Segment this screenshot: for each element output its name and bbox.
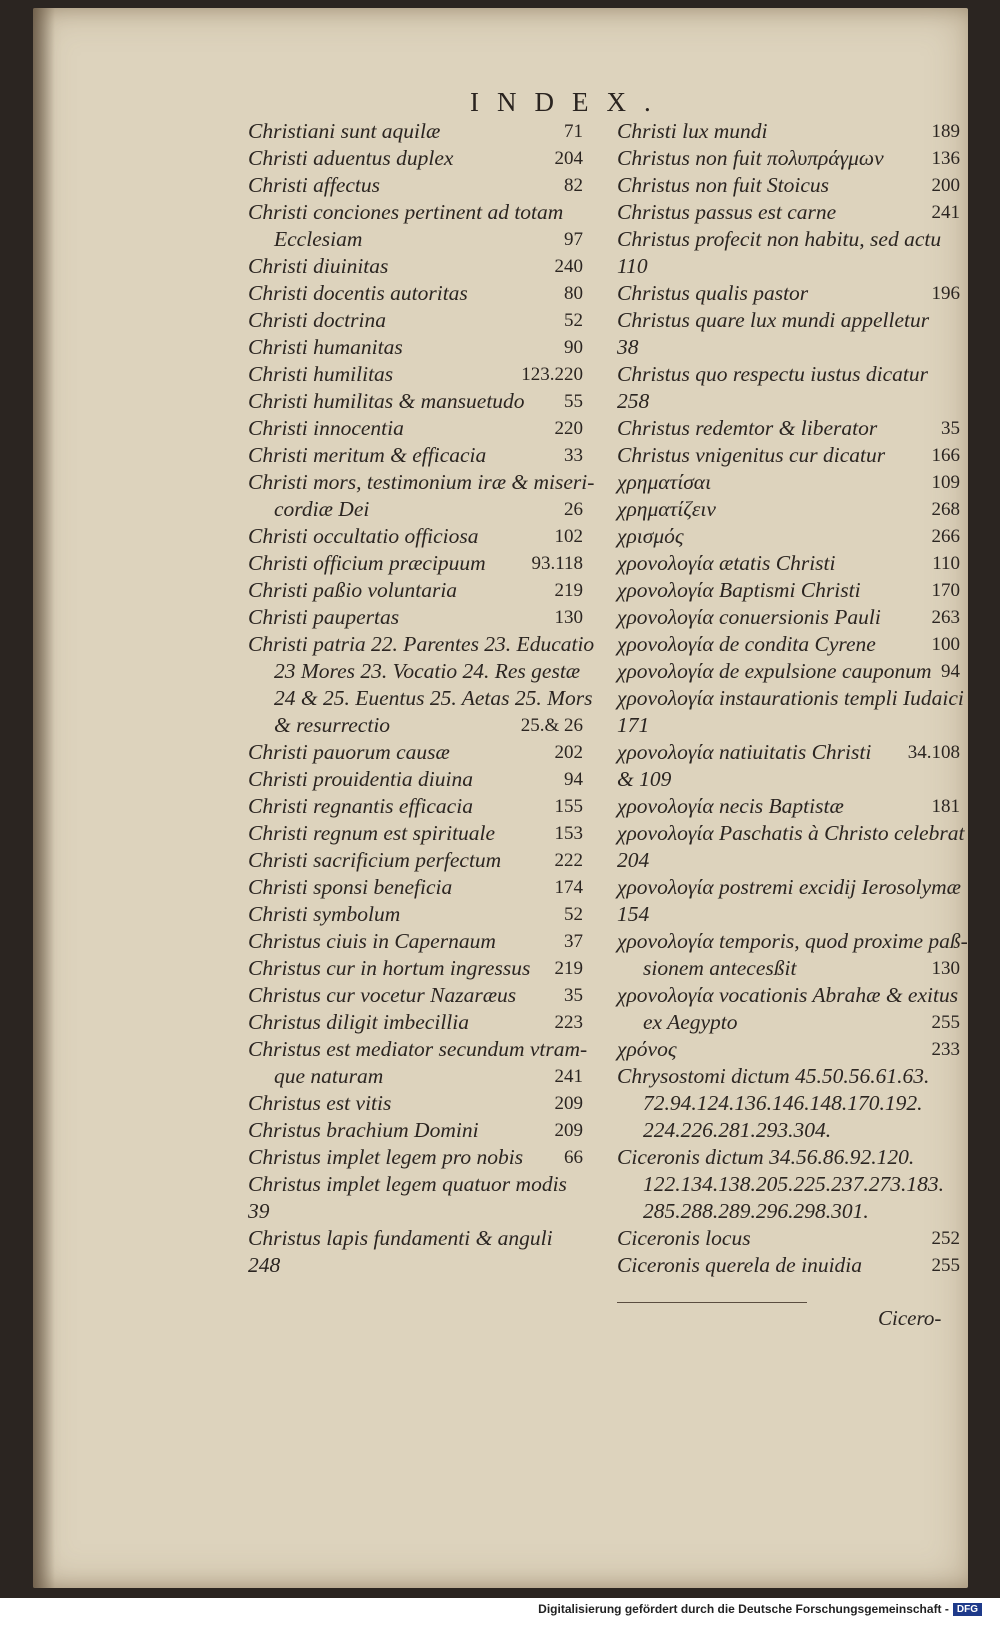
entry-page-ref: [954, 766, 960, 793]
entry-text: Christi paßio voluntaria: [248, 578, 458, 602]
entry-text: 248: [248, 1253, 281, 1277]
index-entry: [248, 1144, 583, 1171]
entry-text: 122.134.138.205.225.237.273.183.: [643, 1172, 944, 1196]
entry-text: Christi affectus: [248, 173, 380, 197]
entry-page-ref: 55: [564, 391, 583, 412]
entry-text: Ciceronis dictum 34.56.86.92.120.: [617, 1145, 915, 1169]
entry-text: χρονολογία Paschatis à Christo celebrat: [617, 821, 965, 845]
entry-text: 110: [617, 254, 648, 278]
entry-text: χρηματίσαι: [617, 470, 712, 494]
entry-page-ref: 153: [554, 823, 583, 844]
index-entry: [617, 334, 960, 361]
index-entry: [248, 739, 583, 766]
entry-text: Christus implet legem pro nobis: [248, 1145, 524, 1169]
entry-page-ref: 181: [931, 796, 960, 817]
entry-page-ref: [954, 1090, 960, 1117]
entry-text: χρονολογία conuersionis Pauli: [617, 605, 881, 629]
entry-page-ref: [954, 334, 960, 361]
entry-page-ref: 130: [931, 958, 960, 979]
entry-page-ref: 166: [931, 445, 960, 466]
index-entry: [248, 1171, 583, 1198]
entry-page-ref: 123.220: [521, 364, 583, 385]
index-entry: [617, 1009, 960, 1036]
entry-text: χρονολογία postremi excidij Ierosolymæ: [617, 875, 962, 899]
entry-text: Christus passus est carne: [617, 200, 837, 224]
index-entry: [248, 1252, 583, 1279]
entry-page-ref: [954, 1171, 960, 1198]
entry-text: Christi humanitas: [248, 335, 403, 359]
entry-page-ref: 252: [931, 1228, 960, 1249]
entry-page-ref: [961, 874, 967, 901]
index-entry: [617, 550, 960, 577]
index-entry: [248, 1009, 583, 1036]
entry-text: Christi patria 22. Parentes 23. Educatio: [248, 632, 595, 656]
entry-text: Christus ciuis in Capernaum: [248, 929, 496, 953]
entry-page-ref: 200: [931, 175, 960, 196]
entry-page-ref: 109: [931, 472, 960, 493]
entry-page-ref: [577, 1171, 583, 1198]
entry-text: Christi docentis autoritas: [248, 281, 468, 305]
index-entry: [617, 199, 960, 226]
entry-page-ref: 189: [931, 121, 960, 142]
index-entry: [617, 631, 960, 658]
entry-text: χρόνος: [617, 1037, 677, 1061]
entry-page-ref: 52: [564, 310, 583, 331]
entry-page-ref: 66: [564, 1147, 583, 1168]
entry-page-ref: 266: [931, 526, 960, 547]
index-entry: [617, 847, 960, 874]
entry-page-ref: 94: [564, 769, 583, 790]
index-entry: [248, 361, 583, 388]
entry-page-ref: [954, 361, 960, 388]
index-column-right: [617, 118, 968, 1279]
index-entry: [248, 550, 583, 577]
entry-page-ref: [587, 1036, 593, 1063]
entry-page-ref: 136: [931, 148, 960, 169]
entry-page-ref: 196: [931, 283, 960, 304]
entry-page-ref: [954, 226, 960, 253]
index-entry: [248, 388, 583, 415]
entry-text: 154: [617, 902, 650, 926]
entry-page-ref: 26: [564, 499, 583, 520]
entry-text: Christi pauorum causæ: [248, 740, 450, 764]
entry-text: χρονολογία vocationis Abrahæ & exitus: [617, 983, 959, 1007]
entry-text: Christus implet legem quatuor modis: [248, 1172, 567, 1196]
entry-text: cordiæ Dei: [274, 497, 370, 521]
index-entry: [617, 685, 964, 712]
entry-page-ref: 71: [564, 121, 583, 142]
entry-text: 24 & 25. Euentus 25. Aetas 25. Mors: [274, 686, 593, 710]
entry-text: Ecclesiam: [274, 227, 363, 251]
entry-page-ref: 34.108: [907, 742, 960, 763]
entry-text: Christus quare lux mundi appelletur: [617, 308, 930, 332]
entry-page-ref: [954, 388, 960, 415]
entry-text: χρονολογία de condita Cyrene: [617, 632, 876, 656]
entry-text: Christi lux mundi: [617, 119, 768, 143]
entry-text: Christi sacrificium perfectum: [248, 848, 502, 872]
index-entry: [248, 928, 583, 955]
index-entry: [617, 145, 960, 172]
entry-text: Christi doctrina: [248, 308, 386, 332]
entry-page-ref: 93.118: [531, 553, 583, 574]
index-entry: [617, 388, 960, 415]
index-entry: [248, 658, 583, 685]
index-entry: [617, 280, 960, 307]
index-entry: [248, 469, 595, 496]
entry-text: Christi symbolum: [248, 902, 401, 926]
entry-text: Christus non fuit Stoicus: [617, 173, 830, 197]
index-entry: [248, 1198, 583, 1225]
index-entry: [248, 685, 593, 712]
entry-page-ref: [954, 712, 960, 739]
index-entry: [248, 874, 583, 901]
index-entry: [617, 982, 960, 1009]
entry-page-ref: 240: [554, 256, 583, 277]
index-entry: [248, 334, 583, 361]
entry-text: Christus est mediator secundum vtram-: [248, 1037, 588, 1061]
index-entry: [248, 145, 583, 172]
entry-text: Christus cur in hortum ingressus: [248, 956, 531, 980]
entry-text: Christi humilitas: [248, 362, 394, 386]
entry-page-ref: [964, 685, 970, 712]
entry-text: Christi innocentia: [248, 416, 404, 440]
entry-text: Christiani sunt aquilæ: [248, 119, 441, 143]
entry-page-ref: [954, 1198, 960, 1225]
index-entry: [617, 469, 960, 496]
index-entry: [617, 1144, 960, 1171]
entry-text: χρονολογία de expulsione cauponum: [617, 659, 932, 683]
entry-page-ref: 268: [931, 499, 960, 520]
entry-text: 171: [617, 713, 650, 737]
entry-page-ref: [577, 1252, 583, 1279]
entry-page-ref: [954, 901, 960, 928]
index-entry: [617, 523, 960, 550]
entry-page-ref: 155: [554, 796, 583, 817]
index-entry: [248, 496, 583, 523]
entry-text: 285.288.289.296.298.301.: [643, 1199, 869, 1223]
entry-text: χρηματίζειν: [617, 497, 716, 521]
index-entry: [248, 793, 583, 820]
entry-page-ref: [954, 1117, 960, 1144]
entry-page-ref: 90: [564, 337, 583, 358]
entry-text: Christus non fuit πολυπράγμων: [617, 146, 884, 170]
index-entry: [617, 955, 960, 982]
entry-page-ref: 233: [931, 1039, 960, 1060]
index-entry: [248, 1090, 583, 1117]
entry-text: Christus diligit imbecillia: [248, 1010, 469, 1034]
entry-text: Christi prouidentia diuina: [248, 767, 473, 791]
entry-page-ref: [594, 469, 600, 496]
entry-text: Christus quo respectu iustus dicatur: [617, 362, 928, 386]
entry-page-ref: 255: [931, 1255, 960, 1276]
entry-text: ex Aegypto: [643, 1010, 738, 1034]
entry-page-ref: 82: [564, 175, 583, 196]
index-entry: [248, 172, 583, 199]
index-entry: [617, 901, 960, 928]
entry-text: Christi diuinitas: [248, 254, 389, 278]
index-entry: [617, 172, 960, 199]
index-entry: [248, 1225, 583, 1252]
entry-page-ref: 130: [554, 607, 583, 628]
index-entry: [617, 307, 960, 334]
entry-text: 39: [248, 1199, 270, 1223]
entry-page-ref: [958, 982, 964, 1009]
entry-page-ref: [577, 1225, 583, 1252]
entry-page-ref: 37: [564, 931, 583, 952]
entry-page-ref: 220: [554, 418, 583, 439]
entry-text: 23 Mores 23. Vocatio 24. Res gestæ: [274, 659, 581, 683]
entry-page-ref: [964, 820, 970, 847]
entry-text: Ciceronis locus: [617, 1226, 751, 1250]
entry-page-ref: 102: [554, 526, 583, 547]
index-entry: [617, 604, 960, 631]
index-entry: [617, 1225, 960, 1252]
entry-text: Chrysostomi dictum 45.50.56.61.63.: [617, 1064, 930, 1088]
bottom-rule: [617, 1302, 807, 1303]
page-gutter-shadow: [33, 8, 55, 1588]
index-entry: [617, 226, 960, 253]
page-header: INDEX.: [470, 87, 669, 117]
index-entry: [617, 793, 960, 820]
entry-text: Christus cur vocetur Nazaræus: [248, 983, 517, 1007]
entry-text: Christi regnantis efficacia: [248, 794, 473, 818]
entry-text: Christi occultatio officiosa: [248, 524, 479, 548]
index-entry: [248, 199, 583, 226]
index-entry: [617, 766, 960, 793]
entry-page-ref: 209: [554, 1120, 583, 1141]
index-entry: [617, 1036, 960, 1063]
entry-page-ref: 219: [554, 958, 583, 979]
entry-text: Christus lapis fundamenti & anguli: [248, 1226, 553, 1250]
entry-text: & 109: [617, 767, 672, 791]
entry-page-ref: 222: [554, 850, 583, 871]
entry-page-ref: 255: [931, 1012, 960, 1033]
entry-page-ref: [968, 928, 974, 955]
index-entry: [248, 442, 583, 469]
index-entry: [248, 631, 595, 658]
index-entry: [248, 577, 583, 604]
entry-page-ref: 204: [554, 148, 583, 169]
catchword: Cicero-: [878, 1306, 942, 1330]
entry-page-ref: 241: [931, 202, 960, 223]
index-entry: [248, 901, 583, 928]
entry-text: Christi humilitas & mansuetudo: [248, 389, 525, 413]
entry-text: χρονολογία natiuitatis Christi: [617, 740, 872, 764]
index-entry: [248, 766, 583, 793]
index-entry: [617, 1090, 960, 1117]
entry-text: χρονολογία ætatis Christi: [617, 551, 836, 575]
index-entry: [248, 955, 583, 982]
entry-page-ref: 202: [554, 742, 583, 763]
index-entry: [248, 307, 583, 334]
entry-page-ref: 241: [554, 1066, 583, 1087]
entry-text: χρονολογία necis Baptistæ: [617, 794, 844, 818]
dfg-logo: DFG: [953, 1603, 982, 1616]
index-entry: [617, 928, 968, 955]
entry-page-ref: [580, 658, 586, 685]
entry-text: Christi officium præcipuum: [248, 551, 486, 575]
entry-text: Christus profecit non habitu, sed actu: [617, 227, 942, 251]
index-entry: [617, 1198, 960, 1225]
entry-page-ref: 170: [931, 580, 960, 601]
index-entry: [617, 820, 965, 847]
index-entry: [248, 523, 583, 550]
digitization-footer: [538, 1602, 982, 1616]
entry-text: Christus brachium Domini: [248, 1118, 479, 1142]
entry-text: 224.226.281.293.304.: [643, 1118, 832, 1142]
entry-text: Ciceronis querela de inuidia: [617, 1253, 863, 1277]
entry-text: sionem antecesßit: [643, 956, 797, 980]
entry-page-ref: 219: [554, 580, 583, 601]
footer-text: Digitalisierung gefördert durch die Deutsche Forschungsgemeinschaft -: [538, 1602, 949, 1616]
index-entry: [617, 577, 960, 604]
entry-page-ref: [954, 847, 960, 874]
index-entry: [248, 604, 583, 631]
entry-text: que naturam: [274, 1064, 384, 1088]
entry-page-ref: 80: [564, 283, 583, 304]
entry-page-ref: 94: [941, 661, 960, 682]
entry-page-ref: 110: [932, 553, 960, 574]
entry-text: Christi aduentus duplex: [248, 146, 454, 170]
index-entry: [617, 496, 960, 523]
entry-text: Christi paupertas: [248, 605, 400, 629]
entry-page-ref: 35: [941, 418, 960, 439]
entry-page-ref: 25.& 26: [520, 715, 583, 736]
index-entry: [617, 1117, 960, 1144]
entry-page-ref: 209: [554, 1093, 583, 1114]
entry-text: χρισμός: [617, 524, 684, 548]
index-entry: [617, 1063, 960, 1090]
index-entry: [617, 442, 960, 469]
entry-page-ref: [577, 1198, 583, 1225]
entry-text: 204: [617, 848, 650, 872]
entry-text: Christus est vitis: [248, 1091, 392, 1115]
entry-page-ref: 174: [554, 877, 583, 898]
entry-page-ref: [954, 253, 960, 280]
entry-text: 38: [617, 335, 639, 359]
entry-page-ref: 97: [564, 229, 583, 250]
index-entry: [617, 739, 960, 766]
entry-page-ref: 263: [931, 607, 960, 628]
entry-text: Christi sponsi beneficia: [248, 875, 453, 899]
index-entry: [248, 1063, 583, 1090]
index-entry: [248, 253, 583, 280]
index-entry: [248, 712, 583, 739]
index-entry: [617, 118, 960, 145]
entry-page-ref: [577, 199, 583, 226]
entry-page-ref: 33: [564, 445, 583, 466]
index-entry: [617, 415, 960, 442]
index-entry: [248, 280, 583, 307]
index-entry: [617, 874, 960, 901]
index-column-left: [248, 118, 595, 1279]
entry-text: 258: [617, 389, 650, 413]
entry-page-ref: 52: [564, 904, 583, 925]
index-entry: [617, 712, 960, 739]
entry-text: 72.94.124.136.146.148.170.192.: [643, 1091, 923, 1115]
entry-page-ref: [954, 307, 960, 334]
entry-page-ref: 35: [564, 985, 583, 1006]
index-entry: [617, 361, 960, 388]
entry-page-ref: [594, 631, 600, 658]
index-entry: [248, 982, 583, 1009]
index-entry: [248, 226, 583, 253]
index-entry: [248, 1117, 583, 1144]
entry-page-ref: [593, 685, 599, 712]
index-entry: [248, 847, 583, 874]
entry-page-ref: [954, 1063, 960, 1090]
index-entry: [617, 1252, 960, 1279]
index-entry: [248, 118, 583, 145]
entry-page-ref: 223: [554, 1012, 583, 1033]
entry-text: Christus qualis pastor: [617, 281, 809, 305]
entry-text: χρονολογία temporis, quod proxime paß-: [617, 929, 968, 953]
entry-text: Christus vnigenitus cur dicatur: [617, 443, 886, 467]
entry-text: χρονολογία Baptismi Christi: [617, 578, 861, 602]
entry-text: & resurrectio: [274, 713, 391, 737]
entry-text: Christi regnum est spirituale: [248, 821, 496, 845]
entry-text: Christi conciones pertinent ad totam: [248, 200, 564, 224]
entry-page-ref: 100: [931, 634, 960, 655]
entry-text: Christi mors, testimonium iræ & miseri-: [248, 470, 595, 494]
index-entry: [248, 1036, 588, 1063]
entry-text: Christus redemtor & liberator: [617, 416, 878, 440]
index-entry: [617, 253, 960, 280]
index-entry: [617, 1171, 960, 1198]
index-entry: [248, 415, 583, 442]
index-entry: [248, 820, 583, 847]
entry-page-ref: [954, 1144, 960, 1171]
entry-text: Christi meritum & efficacia: [248, 443, 487, 467]
index-entry: [617, 658, 960, 685]
entry-text: χρονολογία instaurationis templi Iudaici: [617, 686, 964, 710]
